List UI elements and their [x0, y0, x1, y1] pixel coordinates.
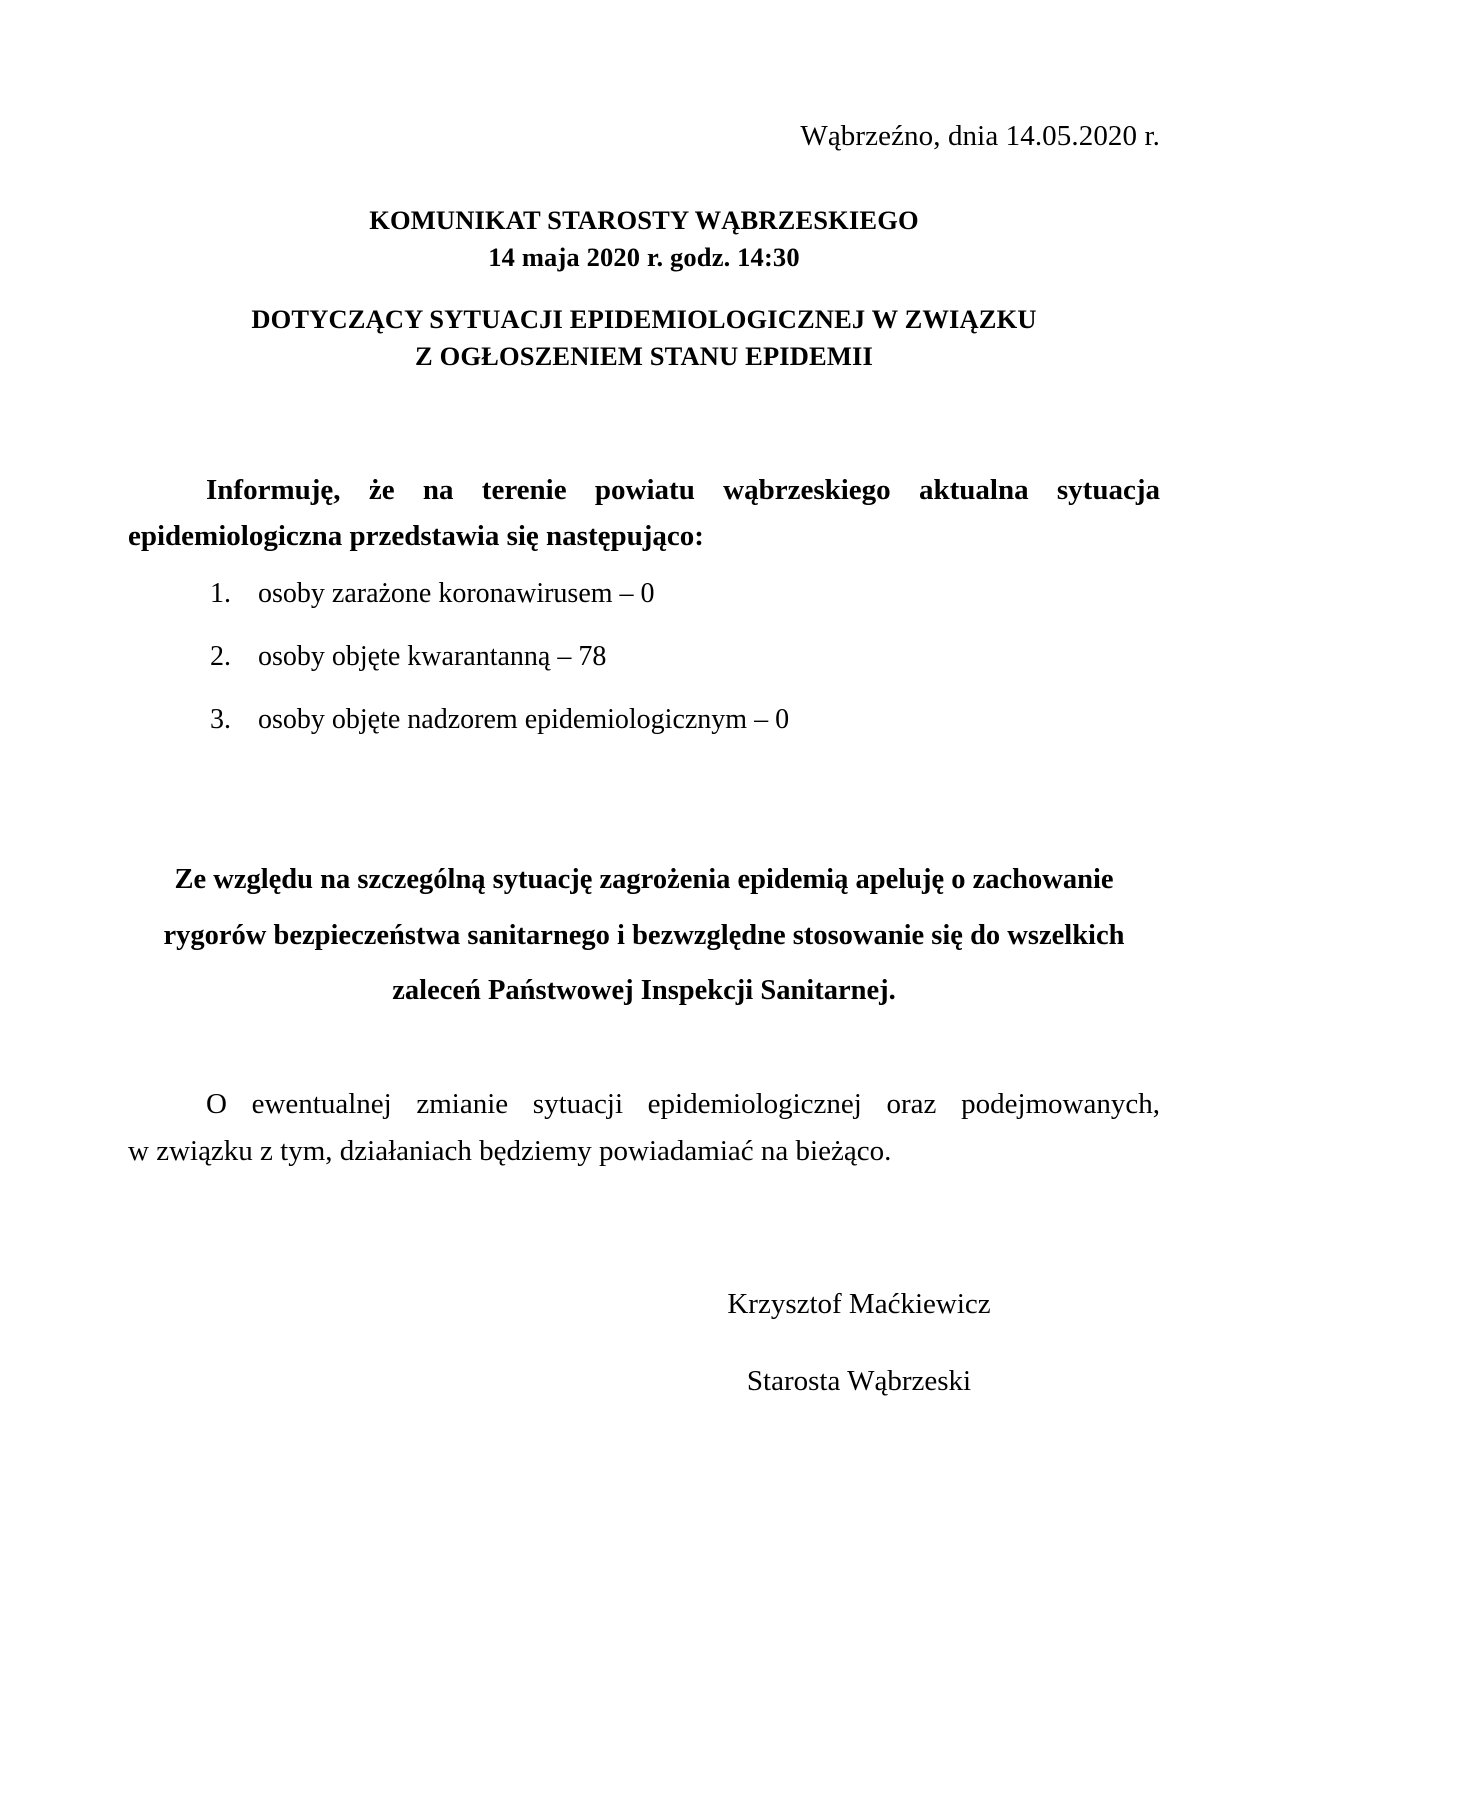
title-line-2: 14 maja 2020 r. godz. 14:30: [488, 241, 800, 272]
appeal-line-2: rygorów bezpieczeństwa sanitarnego i bezwzględne stosowanie się do wszelkich: [163, 919, 1125, 951]
document-content: [128, 0, 1160, 1398]
appeal-line-3: zaleceń Państwowej Inspekcji Sanitarnej.: [392, 975, 896, 1007]
signature-name: Krzysztof Maćkiewicz: [727, 1287, 991, 1320]
signature-role: Starosta Wąbrzeski: [746, 1364, 972, 1397]
statistics-list: [128, 574, 1160, 740]
closing-paragraph: [128, 1081, 1160, 1175]
list-item: 1. osoby zarażone koronawirusem – 0: [238, 574, 1160, 615]
title-line-3: DOTYCZĄCY SYTUACJI EPIDEMIOLOGICZNEJ W ZWIĄZKU: [251, 304, 1037, 335]
closing-line-2: w związku z tym, działaniach będziemy powiadamiać na bieżąco.: [128, 1134, 892, 1167]
list-item: 2. osoby objęte kwarantanną – 78: [238, 637, 1160, 678]
signature-block: [128, 1287, 1160, 1399]
intro-paragraph: [128, 467, 1160, 561]
closing-line-1: O ewentualnej zmianie sytuacji epidemiologicznej oraz podejmowanych,: [206, 1087, 1160, 1120]
document-title-block: [128, 202, 1160, 374]
appeal-paragraph: [128, 852, 1160, 1019]
title-line-4: Z OGŁOSZENIEM STANU EPIDEMII: [415, 340, 873, 371]
document-date-line: Wąbrzeźno, dnia 14.05.2020 r.: [800, 120, 1160, 152]
intro-line-1: Informuję, że na terenie powiatu wąbrzeskiego aktualna sytuacja: [206, 473, 1160, 506]
appeal-line-1: Ze względu na szczególną sytuację zagrożenia epidemią apeluję o zachowanie: [174, 864, 1114, 896]
intro-line-2: epidemiologiczna przedstawia się następująco:: [128, 520, 704, 553]
title-line-1: KOMUNIKAT STAROSTY WĄBRZESKIEGO: [369, 205, 919, 236]
list-item: 3. osoby objęte nadzorem epidemiologicznym – 0: [238, 700, 1160, 741]
